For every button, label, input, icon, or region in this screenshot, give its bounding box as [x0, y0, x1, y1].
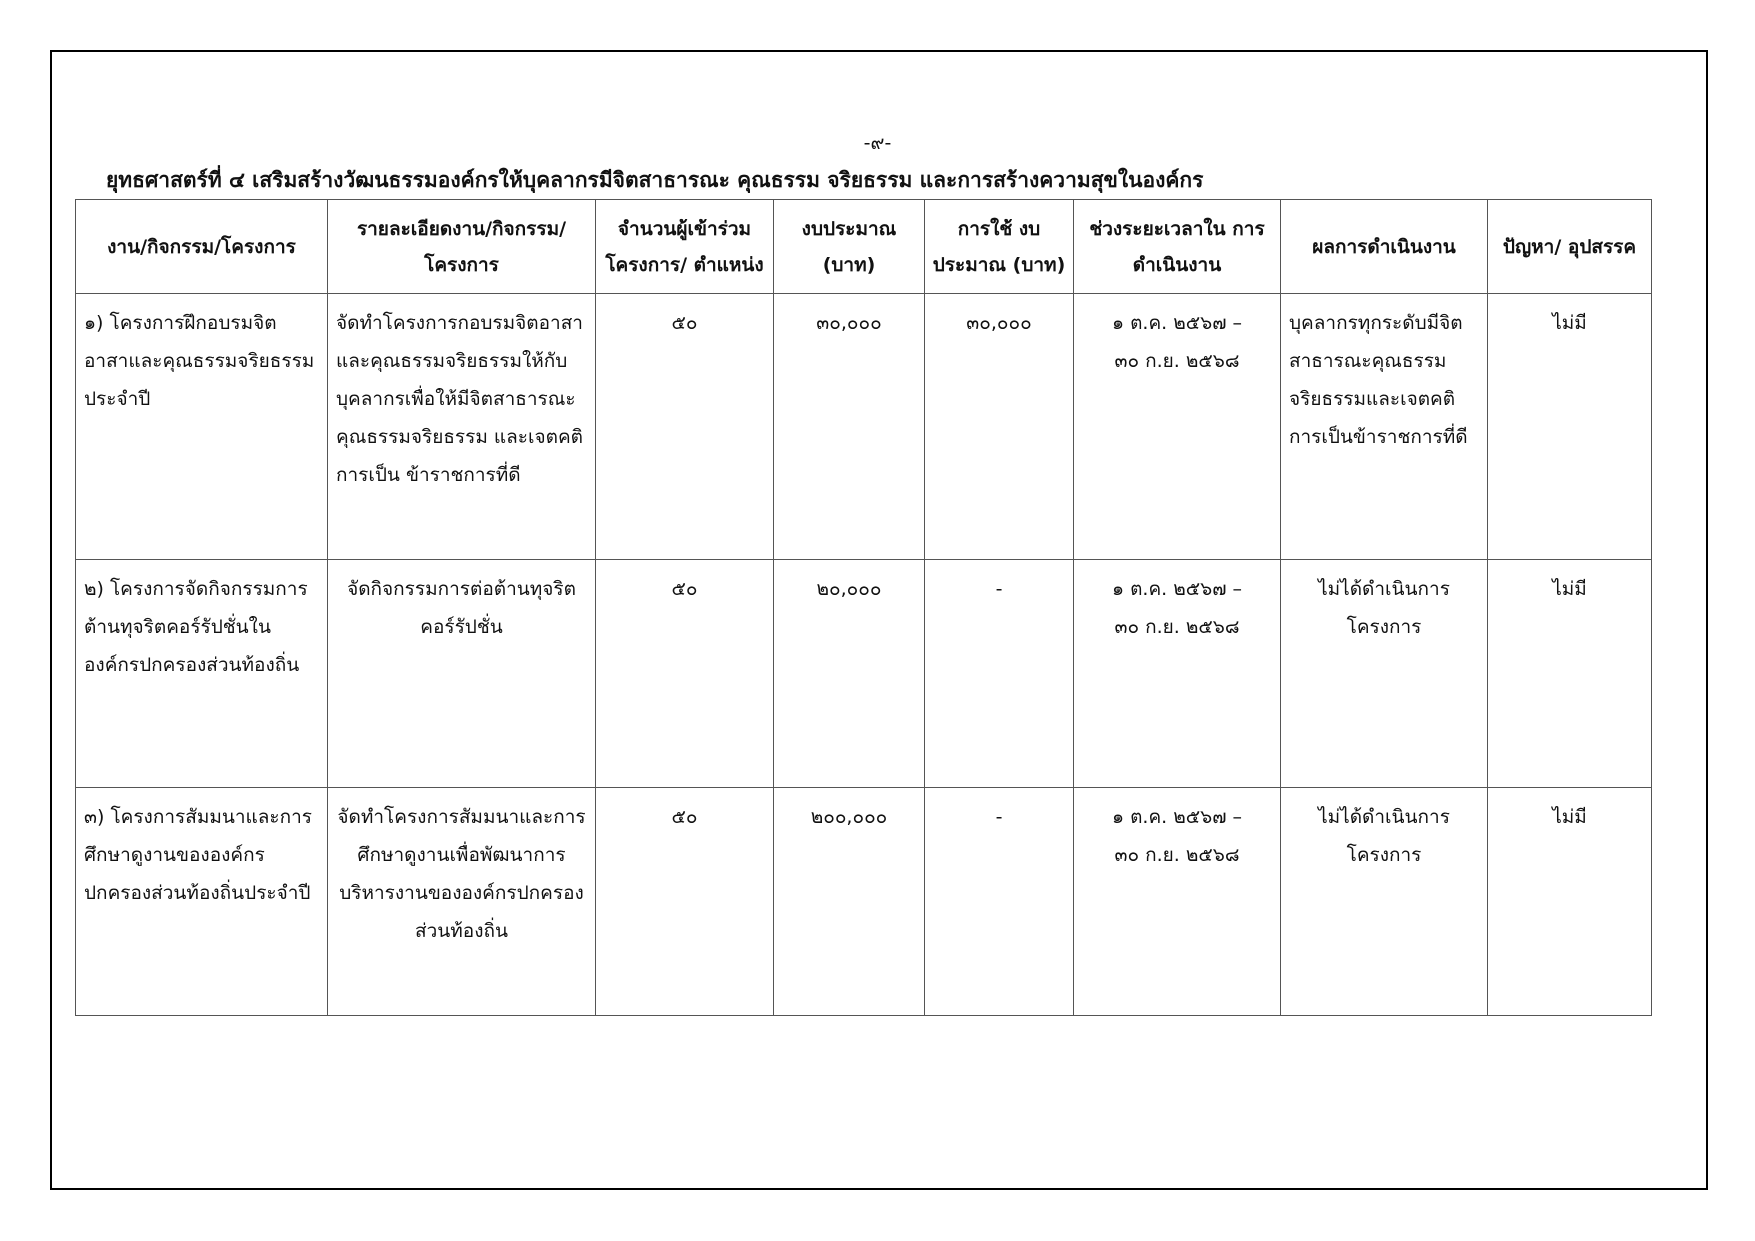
- cell-problems: ไม่มี: [1488, 788, 1652, 1016]
- cell-project: ๒) โครงการจัดกิจกรรมการต้านทุจริตคอร์รัปชั่นในองค์กรปกครองส่วนท้องถิ่น: [76, 560, 328, 788]
- strategy-heading: ยุทธศาสตร์ที่ ๔ เสริมสร้างวัฒนธรรมองค์กรให้บุคลากรมีจิตสาธารณะ คุณธรรม จริยธรรม และการสร้างความสุขในองค์กร: [106, 168, 1204, 192]
- period-end: ๓๐ ก.ย. ๒๕๖๘: [1114, 350, 1240, 372]
- cell-period: [1074, 560, 1281, 788]
- table-row: [76, 560, 1652, 788]
- cell-participants: ๕๐: [596, 294, 774, 560]
- header-result: ผลการดำเนินงาน: [1281, 200, 1488, 294]
- period-start: ๑ ต.ค. ๒๕๖๗ –: [1111, 578, 1243, 600]
- period-start: ๑ ต.ค. ๒๕๖๗ –: [1111, 312, 1243, 334]
- header-project: งาน/กิจกรรม/โครงการ: [76, 200, 328, 294]
- cell-budget: ๒๐๐,๐๐๐: [774, 788, 925, 1016]
- header-participants: จำนวนผู้เข้าร่วม โครงการ/ ตำแหน่ง: [596, 200, 774, 294]
- page-number: -๙-: [863, 132, 892, 154]
- cell-project: ๓) โครงการสัมมนาและการศึกษาดูงานขององค์กรปกครองส่วนท้องถิ่นประจำปี: [76, 788, 328, 1016]
- period-end: ๓๐ ก.ย. ๒๕๖๘: [1114, 844, 1240, 866]
- cell-period: [1074, 294, 1281, 560]
- cell-result: ไม่ได้ดำเนินการโครงการ: [1281, 560, 1488, 788]
- period-end: ๓๐ ก.ย. ๒๕๖๘: [1114, 616, 1240, 638]
- header-budget: งบประมาณ (บาท): [774, 200, 925, 294]
- cell-problems: ไม่มี: [1488, 560, 1652, 788]
- cell-problems: ไม่มี: [1488, 294, 1652, 560]
- cell-budget-used: -: [925, 788, 1074, 1016]
- cell-detail: จัดทำโครงการสัมมนาและการศึกษาดูงานเพื่อพัฒนาการบริหารงานขององค์กรปกครองส่วนท้องถิ่น: [328, 788, 596, 1016]
- cell-budget: ๓๐,๐๐๐: [774, 294, 925, 560]
- cell-detail: จัดกิจกรรมการต่อต้านทุจริตคอร์รัปชั่น: [328, 560, 596, 788]
- cell-period: [1074, 788, 1281, 1016]
- table-row: [76, 788, 1652, 1016]
- table-header-row: [76, 200, 1652, 294]
- header-budget-used: การใช้ งบประมาณ (บาท): [925, 200, 1074, 294]
- header-detail: รายละเอียดงาน/กิจกรรม/ โครงการ: [328, 200, 596, 294]
- cell-project: ๑) โครงการฝึกอบรมจิตอาสาและคุณธรรมจริยธรรมประจำปี: [76, 294, 328, 560]
- period-start: ๑ ต.ค. ๒๕๖๗ –: [1111, 806, 1243, 828]
- strategy-table: [75, 199, 1652, 1016]
- cell-budget-used: ๓๐,๐๐๐: [925, 294, 1074, 560]
- cell-participants: ๕๐: [596, 560, 774, 788]
- cell-budget: ๒๐,๐๐๐: [774, 560, 925, 788]
- cell-result: ไม่ได้ดำเนินการโครงการ: [1281, 788, 1488, 1016]
- cell-budget-used: -: [925, 560, 1074, 788]
- cell-result: บุคลากรทุกระดับมีจิตสาธารณะคุณธรรมจริยธรรมและเจตคติการเป็นข้าราชการที่ดี: [1281, 294, 1488, 560]
- cell-participants: ๕๐: [596, 788, 774, 1016]
- header-problems: ปัญหา/ อุปสรรค: [1488, 200, 1652, 294]
- header-period: ช่วงระยะเวลาใน การดำเนินงาน: [1074, 200, 1281, 294]
- cell-detail: จัดทำโครงการกอบรมจิตอาสาและคุณธรรมจริยธรรมให้กับบุคลากรเพื่อให้มีจิตสาธารณะคุณธรรมจริยธรรม และเจตคติการเป็น ข้าราชการที่ดี: [328, 294, 596, 560]
- table-row: [76, 294, 1652, 560]
